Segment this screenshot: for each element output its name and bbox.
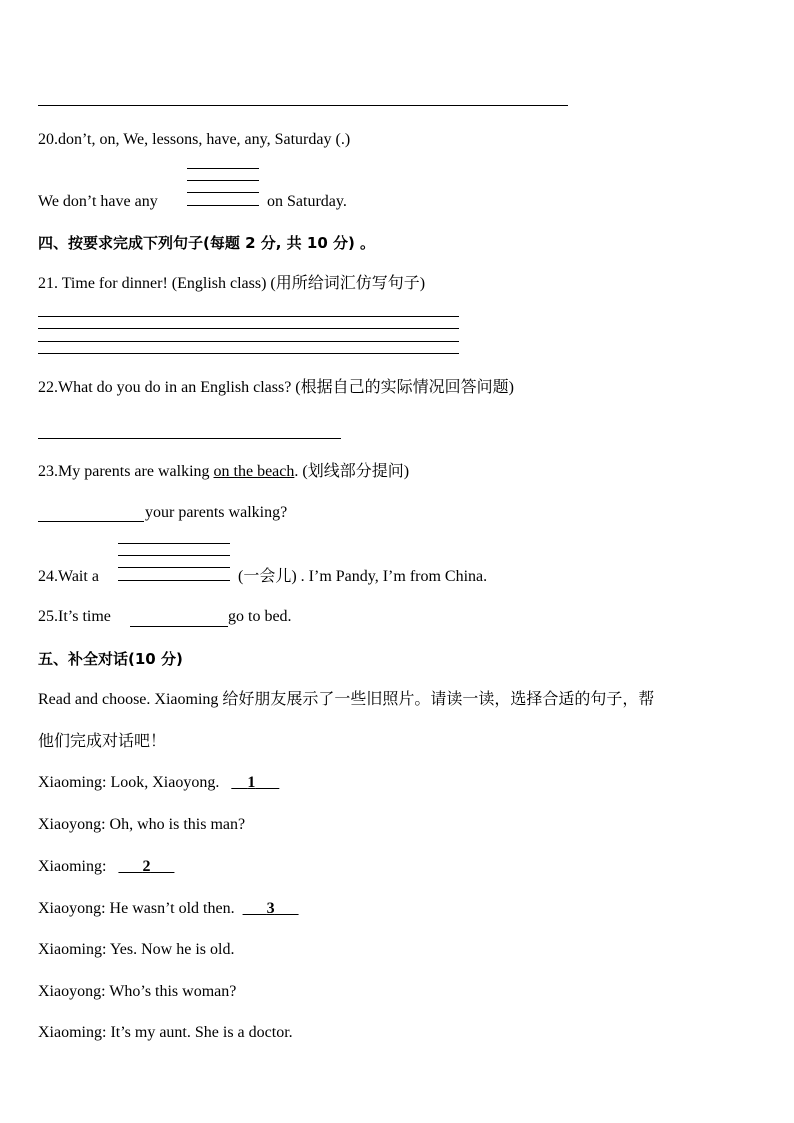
q21-answer-line-4[interactable] <box>38 353 459 354</box>
q23-underlined-phrase: on the beach <box>213 463 295 480</box>
dialogue-line <box>38 773 279 793</box>
dialogue-blank-number: 2 <box>142 858 151 875</box>
dialogue-line <box>38 940 234 960</box>
dialogue-blank-number: 1 <box>247 774 256 791</box>
q20-prompt: 20.don’t, on, We, lessons, have, any, Saturday (.) <box>38 131 351 148</box>
q25-answer-blank[interactable] <box>130 626 228 627</box>
section-5-heading: 五、补全对话(10 分) <box>38 650 183 668</box>
dialogue-blank[interactable] <box>118 858 174 875</box>
dialogue-line <box>38 899 299 919</box>
dialogue-line <box>38 815 245 835</box>
q20-blank-line-1[interactable] <box>187 168 259 169</box>
dialogue-line <box>38 857 174 877</box>
dialogue-line <box>38 982 236 1002</box>
dialogue-speaker: Xiaoming: <box>38 941 107 958</box>
dialogue-speaker: Xiaoming: <box>38 774 107 791</box>
q24-blank-line-3[interactable] <box>118 567 230 568</box>
dialogue-blank-number: 3 <box>266 900 275 917</box>
q24-blank-line-1[interactable] <box>118 543 230 544</box>
q22-answer-line[interactable] <box>38 438 341 439</box>
q23-question <box>38 462 409 482</box>
dialogue-text: Oh, who is this man? <box>109 816 246 833</box>
dialogue-blank[interactable] <box>231 774 279 791</box>
q20-blank-line-4[interactable] <box>187 205 259 206</box>
q24-suffix: (一会儿) . I’m Pandy, I’m from China. <box>238 568 488 585</box>
dialogue-text: Who’s this woman? <box>109 983 237 1000</box>
dialogue-text: It’s my aunt. She is a doctor. <box>110 1024 293 1041</box>
section-5-intro-line-2: 他们完成对话吧！ <box>38 733 167 750</box>
q20-answer-suffix: on Saturday. <box>267 193 347 210</box>
dialogue-speaker: Xiaoyong: <box>38 816 106 833</box>
dialogue-text: Yes. Now he is old. <box>109 941 235 958</box>
q25-suffix: go to bed. <box>228 608 292 625</box>
section-4-heading: 四、按要求完成下列句子(每题 2 分, 共 10 分) 。 <box>38 234 376 252</box>
q22-text: 22.What do you do in an English class? (根据自己的实际情况回答问题) <box>38 379 514 396</box>
q21-text: 21. Time for dinner! (English class) (用所给词汇仿写句子) <box>38 275 426 292</box>
q20-blank-line-2[interactable] <box>187 180 259 181</box>
dialogue-text: Look, Xiaoyong. <box>110 774 220 791</box>
q23-suffix: . (划线部分提问) <box>294 463 410 480</box>
dialogue-text: He wasn’t old then. <box>109 900 235 917</box>
dialogue-speaker: Xiaoming: <box>38 858 107 875</box>
q24-blank-line-2[interactable] <box>118 555 230 556</box>
q25-prefix: 25.It’s time <box>38 608 111 625</box>
q23-prefix: 23.My parents are walking <box>38 463 214 480</box>
dialogue-speaker: Xiaoming: <box>38 1024 107 1041</box>
q21-answer-line-1[interactable] <box>38 316 459 317</box>
dialogue-speaker: Xiaoyong: <box>38 983 106 1000</box>
section-5-intro-line-1: Read and choose. Xiaoming 给好朋友展示了一些旧照片。请读一读，选择合适的句子，帮 <box>38 691 655 708</box>
dialogue-blank[interactable] <box>243 900 299 917</box>
q23-answer-blank[interactable] <box>38 521 144 522</box>
q21-answer-line-2[interactable] <box>38 328 459 329</box>
q20-blank-line-3[interactable] <box>187 192 259 193</box>
q20-answer-prefix: We don’t have any <box>38 193 158 210</box>
q24-blank-line-4[interactable] <box>118 580 230 581</box>
q24-prefix: 24.Wait a <box>38 568 99 585</box>
dialogue-speaker: Xiaoyong: <box>38 900 106 917</box>
q21-answer-line-3[interactable] <box>38 341 459 342</box>
q23-answer-text: your parents walking? <box>145 504 288 521</box>
dialogue-line <box>38 1023 293 1043</box>
answer-line-q19[interactable] <box>38 105 568 106</box>
